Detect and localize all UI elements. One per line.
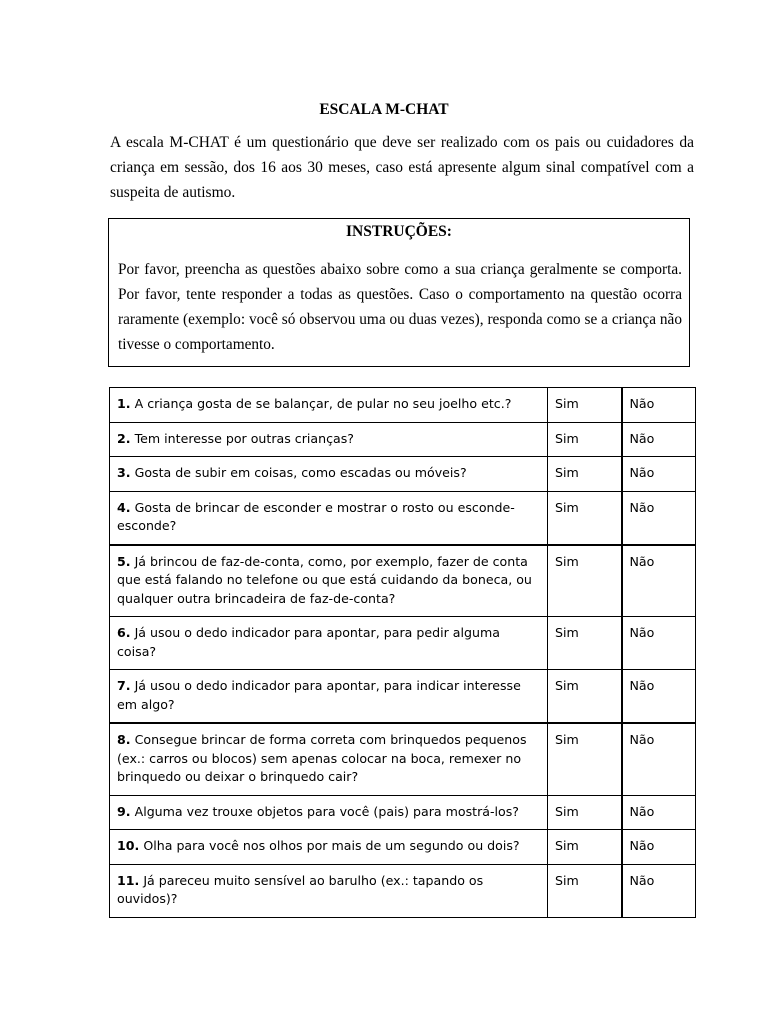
question-number: 2. [117, 430, 131, 446]
question-text: Olha para você nos olhos por mais de um segundo ou dois? [143, 838, 520, 853]
question-text-cell [110, 422, 548, 457]
answer-yes[interactable]: Sim [548, 617, 622, 670]
answer-no[interactable]: Não [622, 617, 696, 670]
answer-yes[interactable]: Sim [548, 388, 622, 423]
question-number: 6. [117, 625, 131, 640]
question-text: A criança gosta de se balançar, de pular no seu joelho etc.? [134, 396, 512, 411]
question-text-cell [110, 795, 548, 830]
question-number: 4. [117, 499, 131, 515]
answer-no[interactable]: Não [622, 830, 696, 865]
question-text: Já brincou de faz-de-conta, como, por exemplo, fazer de conta que está falando no telefone ou que está cuidando da boneca, ou qualquer outra brincadeira de faz-de-conta? [117, 553, 532, 606]
question-number: 8. [117, 732, 131, 747]
answer-no[interactable]: Não [622, 795, 696, 830]
answer-no[interactable]: Não [622, 457, 696, 492]
question-row [110, 388, 696, 423]
answer-no[interactable]: Não [622, 864, 696, 917]
answer-yes[interactable]: Sim [548, 830, 622, 865]
question-row [110, 422, 696, 457]
answer-no[interactable]: Não [622, 723, 696, 795]
question-text-cell [110, 388, 548, 423]
question-text: Já usou o dedo indicador para apontar, para indicar interesse em algo? [117, 678, 521, 712]
question-text: Consegue brincar de forma correta com brinquedos pequenos (ex.: carros ou blocos) sem apenas colocar na boca, remexer no brinquedo ou deixar o brinquedo cair? [117, 732, 527, 784]
question-row [110, 864, 696, 917]
question-number: 10. [117, 838, 140, 853]
question-number: 5. [117, 553, 131, 569]
question-text-cell [110, 830, 548, 865]
question-text: Já usou o dedo indicador para apontar, para pedir alguma coisa? [117, 625, 500, 659]
question-row [110, 617, 696, 670]
answer-no[interactable]: Não [622, 422, 696, 457]
answer-yes[interactable]: Sim [548, 545, 622, 617]
intro-paragraph: A escala M-CHAT é um questionário que deve ser realizado com os pais ou cuidadores da criança em sessão, dos 16 aos 30 meses, caso está apresente algum sinal compatível com a suspeita de autismo. [110, 134, 694, 201]
question-text-cell [110, 617, 548, 670]
question-text: Tem interesse por outras crianças? [134, 430, 354, 446]
question-text-cell [110, 670, 548, 724]
question-row [110, 491, 696, 545]
answer-no[interactable]: Não [622, 491, 696, 545]
answer-no[interactable]: Não [622, 545, 696, 617]
question-row [110, 457, 696, 492]
instructions-text: Por favor, preencha as questões abaixo sobre como a sua criança geralmente se comporta. Por favor, tente responder a todas as questões. Caso o comportamento na questão ocorra raramente (exemplo: você só observou uma ou duas vezes), responda como se a criança não tivesse o comportamento. [118, 261, 682, 353]
question-row [110, 795, 696, 830]
question-number: 7. [117, 678, 131, 693]
question-text: Gosta de brincar de esconder e mostrar o rosto ou esconde-esconde? [117, 499, 515, 533]
answer-yes[interactable]: Sim [548, 864, 622, 917]
question-text: Já pareceu muito sensível ao barulho (ex.: tapando os ouvidos)? [117, 872, 484, 906]
answer-no[interactable]: Não [622, 670, 696, 724]
question-row [110, 545, 696, 617]
page-title: ESCALA M-CHAT [319, 101, 449, 118]
question-text-cell [110, 545, 548, 617]
question-row [110, 830, 696, 865]
question-text-cell [110, 457, 548, 492]
answer-yes[interactable]: Sim [548, 723, 622, 795]
answer-yes[interactable]: Sim [548, 491, 622, 545]
question-text-cell [110, 491, 548, 545]
answer-yes[interactable]: Sim [548, 670, 622, 724]
answer-no[interactable]: Não [622, 388, 696, 423]
instructions-title: INSTRUÇÕES: [346, 223, 452, 240]
question-row [110, 670, 696, 724]
question-number: 11. [117, 872, 140, 888]
question-number: 9. [117, 803, 131, 819]
question-number: 3. [117, 465, 131, 480]
answer-yes[interactable]: Sim [548, 795, 622, 830]
question-row [110, 723, 696, 795]
answer-yes[interactable]: Sim [548, 457, 622, 492]
question-text: Gosta de subir em coisas, como escadas ou móveis? [134, 465, 467, 480]
answer-yes[interactable]: Sim [548, 422, 622, 457]
instructions-box [108, 218, 690, 367]
question-text-cell [110, 864, 548, 917]
question-number: 1. [117, 396, 131, 411]
question-text-cell [110, 723, 548, 795]
question-text: Alguma vez trouxe objetos para você (pais) para mostrá-los? [134, 803, 519, 819]
questions-table [109, 387, 696, 918]
